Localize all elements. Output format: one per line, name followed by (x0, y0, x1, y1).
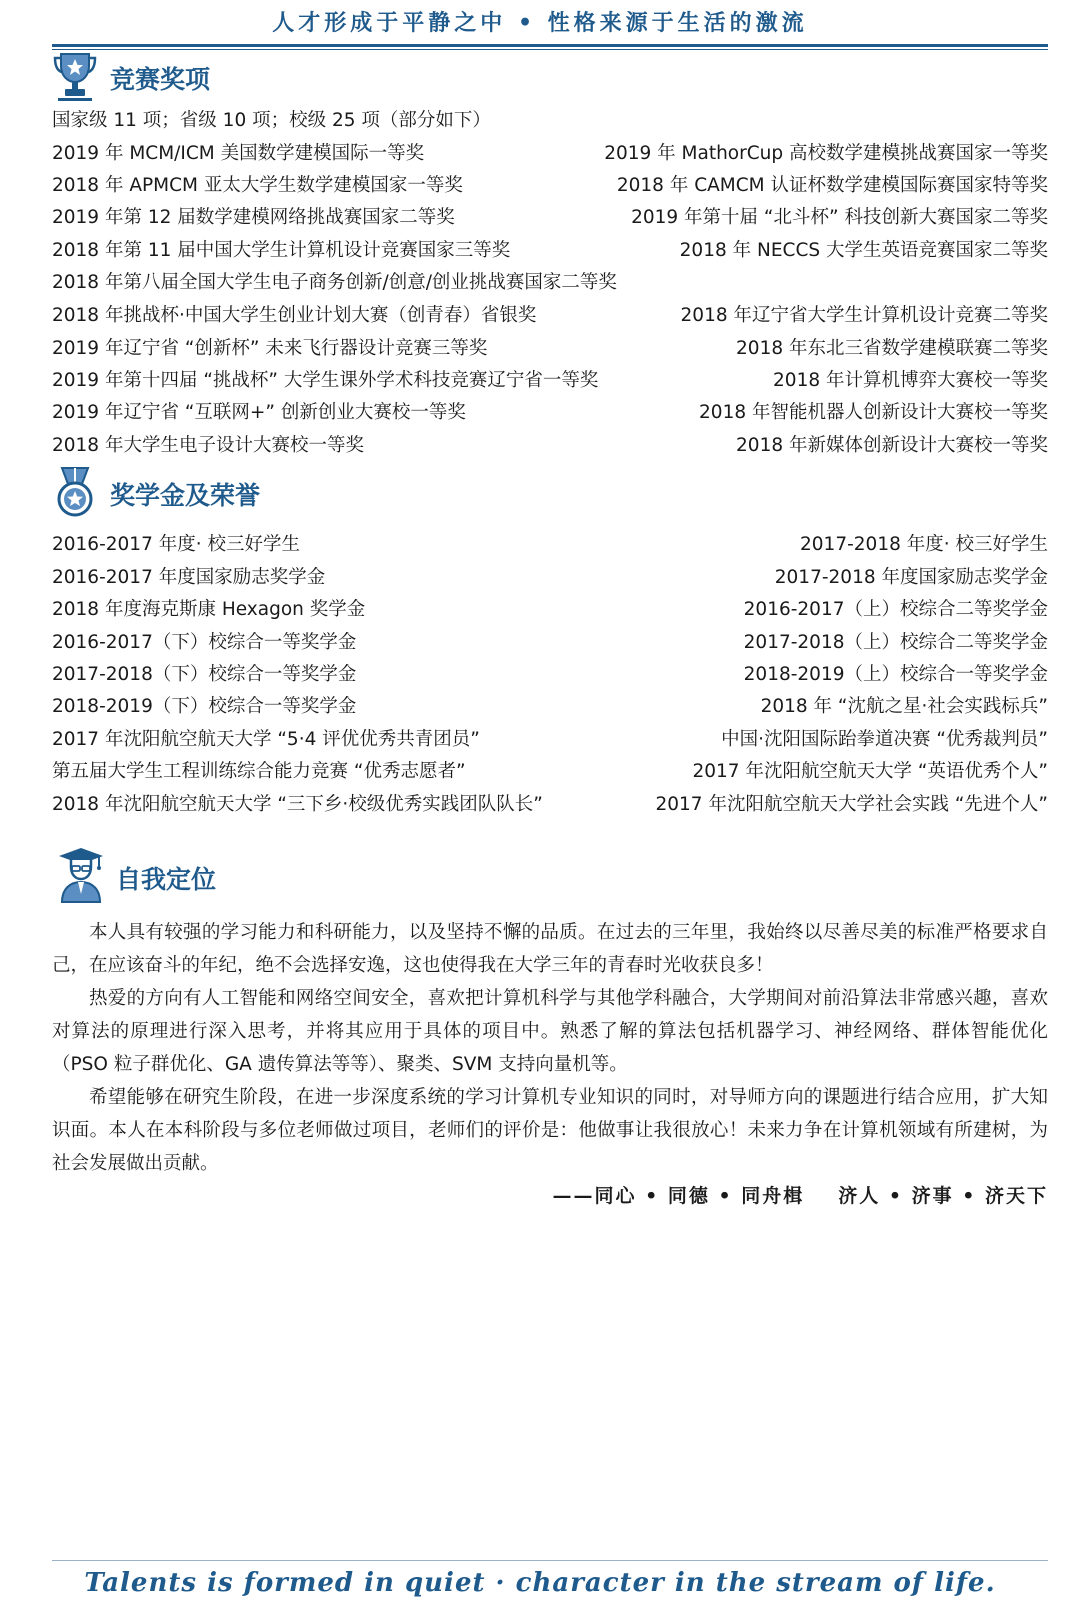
award-right: 2018 年辽宁省大学生计算机设计竞赛二等奖 (680, 305, 1048, 326)
honor-right: 2017-2018（上）校综合二等奖学金 (743, 632, 1048, 653)
honor-left: 2018 年度海克斯康 Hexagon 奖学金 (52, 599, 366, 620)
award-row (52, 171, 1048, 201)
honor-row (52, 530, 1048, 560)
award-row (52, 203, 1048, 233)
award-left: 2018 年 APMCM 亚太大学生数学建模国家一等奖 (52, 175, 463, 196)
award-row (52, 366, 1048, 396)
award-left: 2019 年第十四届 “挑战杯” 大学生课外学术科技竞赛辽宁省一等奖 (52, 370, 599, 391)
honor-row (52, 660, 1048, 690)
header-divider (52, 44, 1048, 47)
competitions-title: 竞赛奖项 (110, 65, 211, 94)
honors-title: 奖学金及荣誉 (110, 481, 261, 510)
honor-row (52, 595, 1048, 625)
award-right: 2018 年 NECCS 大学生英语竞赛国家二等奖 (679, 240, 1048, 261)
header-divider-thin (52, 49, 1048, 50)
award-row (52, 301, 1048, 331)
honor-left: 2017-2018（下）校综合一等奖学金 (52, 664, 357, 685)
self-paragraph: 希望能够在研究生阶段，在进一步深度系统的学习计算机专业知识的同时，对导师方向的课题进行结合应用，扩大知识面。本人在本科阶段与多位老师做过项目，老师们的评价是：他做事让我很放心！未来力争在计算机领域有所建树，为社会发展做出贡献。 (52, 1087, 1048, 1174)
honor-row (52, 757, 1048, 787)
self-title: 自我定位 (116, 865, 217, 894)
self-paragraph: 本人具有较强的学习能力和科研能力，以及坚持不懈的品质。在过去的三年里，我始终以尽善尽美的标准严格要求自己，在应该奋斗的年纪，绝不会选择安逸，这也使得我在大学三年的青春时光收获良多！ (52, 922, 1048, 976)
award-left: 2018 年挑战杯·中国大学生创业计划大赛（创青春）省银奖 (52, 305, 537, 326)
award-left: 2019 年 MCM/ICM 美国数学建模国际一等奖 (52, 143, 425, 164)
award-right: 2019 年第十届 “北斗杯” 科技创新大赛国家二等奖 (631, 207, 1048, 228)
honor-left: 2018-2019（下）校综合一等奖学金 (52, 696, 357, 717)
medal-icon (52, 466, 98, 518)
award-right: 2018 年东北三省数学建模联赛二等奖 (736, 338, 1048, 359)
honor-left: 2016-2017 年度· 校三好学生 (52, 534, 300, 555)
award-left: 2018 年大学生电子设计大赛校一等奖 (52, 435, 364, 456)
honor-left: 2017 年沈阳航空航天大学 “5·4 评优优秀共青团员” (52, 729, 480, 750)
trophy-icon (52, 50, 98, 102)
honor-row (52, 628, 1048, 658)
honor-left: 2018 年沈阳航空航天大学 “三下乡·校级优秀实践团队队长” (52, 794, 543, 815)
honor-right: 2017-2018 年度· 校三好学生 (800, 534, 1048, 555)
signature-motto (553, 1181, 1049, 1208)
award-right: 2018 年智能机器人创新设计大赛校一等奖 (699, 402, 1048, 423)
award-row (52, 398, 1048, 428)
honor-right: 中国·沈阳国际跆拳道决赛 “优秀裁判员” (721, 729, 1048, 750)
honor-left: 第五届大学生工程训练综合能力竞赛 “优秀志愿者” (52, 761, 466, 782)
award-right: 2019 年 MathorCup 高校数学建模挑战赛国家一等奖 (604, 143, 1048, 164)
award-row (52, 431, 1048, 461)
award-row (52, 334, 1048, 364)
award-left: 2019 年辽宁省 “互联网+” 创新创业大赛校一等奖 (52, 402, 466, 423)
honor-right: 2017 年沈阳航空航天大学 “英语优秀个人” (692, 761, 1048, 782)
award-right: 2018 年新媒体创新设计大赛校一等奖 (736, 435, 1048, 456)
award-left: 2018 年第 11 届中国大学生计算机设计竞赛国家三等奖 (52, 240, 511, 261)
award-row (52, 268, 1048, 298)
award-left: 2019 年第 12 届数学建模网络挑战赛国家二等奖 (52, 207, 455, 228)
honor-left: 2016-2017（下）校综合一等奖学金 (52, 632, 357, 653)
award-right: 2018 年 CAMCM 认证杯数学建模国际赛国家特等奖 (616, 175, 1048, 196)
signature-part-two: 济人 • 济事 • 济天下 (838, 1185, 1048, 1207)
header-motto: 人才形成于平静之中 • 性格来源于生活的激流 (272, 10, 808, 36)
honor-row (52, 725, 1048, 755)
award-left: 2018 年第八届全国大学生电子商务创新/创意/创业挑战赛国家二等奖 (52, 272, 617, 293)
award-left: 2019 年辽宁省 “创新杯” 未来飞行器设计竞赛三等奖 (52, 338, 488, 359)
honor-right: 2018-2019（上）校综合一等奖学金 (743, 664, 1048, 685)
award-row (52, 236, 1048, 266)
honor-right: 2016-2017（上）校综合二等奖学金 (743, 599, 1048, 620)
footer-motto: Talents is formed in quiet · character in the stream of life. (84, 1568, 996, 1598)
graduate-icon (58, 846, 104, 904)
honor-right: 2017 年沈阳航空航天大学社会实践 “先进个人” (655, 794, 1048, 815)
honor-row (52, 563, 1048, 593)
honor-row (52, 790, 1048, 820)
competitions-summary: 国家级 11 项；省级 10 项；校级 25 项（部分如下） (52, 110, 491, 131)
award-row (52, 139, 1048, 169)
honor-right: 2017-2018 年度国家励志奖学金 (774, 567, 1048, 588)
honor-row (52, 692, 1048, 722)
honor-left: 2016-2017 年度国家励志奖学金 (52, 567, 326, 588)
award-right: 2018 年计算机博弈大赛校一等奖 (773, 370, 1048, 391)
footer-divider (52, 1560, 1048, 1561)
honor-right: 2018 年 “沈航之星·社会实践标兵” (760, 696, 1048, 717)
signature-part-one: ——同心 • 同德 • 同舟楫 (552, 1185, 805, 1207)
self-paragraph: 热爱的方向有人工智能和网络空间安全，喜欢把计算机科学与其他学科融合，大学期间对前沿算法非常感兴趣，喜欢对算法的原理进行深入思考，并将其应用于具体的项目中。熟悉了解的算法包括机器学习、神经网络、群体智能优化（PSO 粒子群优化、GA 遗传算法等等）、聚类、SVM 支持向量机等。 (52, 988, 1048, 1075)
